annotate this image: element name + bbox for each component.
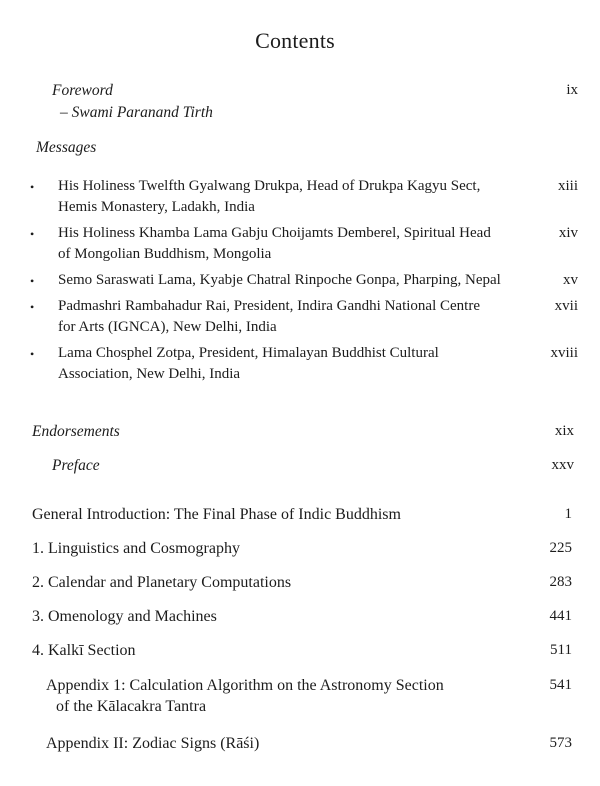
bullet-icon: • [30,347,35,361]
foreword-author: – Swami Paranand Tirth [60,104,213,121]
appendix-2-title: Appendix II: Zodiac Signs (Rāśi) [46,735,260,752]
section-page: 511 [550,642,572,658]
message-entry [58,343,538,385]
message-page: xviii [550,345,578,361]
message-page: xiv [558,225,578,241]
bullet-icon: • [30,180,35,194]
bullet-icon: • [30,274,35,288]
message-line: Association, New Delhi, India [58,366,241,382]
message-page: xvii [554,298,578,314]
message-page: xiii [557,178,578,194]
bullet-icon: • [30,300,35,314]
foreword-page: ix [566,82,578,98]
appendix-1-page: 541 [549,677,572,693]
appendix-2-page: 573 [549,735,572,751]
message-line: His Holiness Khamba Lama Gabju Choijamts Demberel, Spiritual Head [58,225,491,241]
section-page: 283 [549,574,572,590]
message-line: Lama Chosphel Zotpa, President, Himalayan Buddhist Cultural [58,345,439,361]
appendix-line: of the Kālacakra Tantra [56,698,207,715]
appendix-1-title [46,675,444,717]
message-line: of Mongolian Buddhism, Mongolia [58,246,272,262]
bullet-icon: • [30,227,35,241]
section-page: 441 [549,608,572,624]
preface-page: xxv [551,457,574,473]
message-line: Padmashri Rambahadur Rai, President, Indira Gandhi National Centre [58,298,480,314]
messages-heading: Messages [36,139,97,156]
endorsements-page: xix [554,423,574,439]
message-page: xv [563,272,578,288]
section-title: General Introduction: The Final Phase of Indic Buddhism [32,506,401,523]
message-line: His Holiness Twelfth Gyalwang Drukpa, Head of Drukpa Kagyu Sect, [58,178,481,194]
section-page: 1 [564,506,572,522]
message-entry [58,223,538,265]
message-line: Semo Saraswati Lama, Kyabje Chatral Rinpoche Gonpa, Pharping, Nepal [58,272,501,288]
message-line: for Arts (IGNCA), New Delhi, India [58,319,277,335]
message-line: Hemis Monastery, Ladakh, India [58,199,255,215]
endorsements-label: Endorsements [32,423,120,440]
section-title: 2. Calendar and Planetary Computations [32,574,292,591]
message-entry [58,270,538,291]
appendix-line: Appendix 1: Calculation Algorithm on the Astronomy Section [46,677,444,694]
section-title: 1. Linguistics and Cosmography [32,540,240,557]
preface-label: Preface [52,457,100,474]
message-entry [58,296,538,338]
section-page: 225 [549,540,572,556]
foreword-label: Foreword [52,82,113,99]
section-title: 4. Kalkī Section [32,642,136,659]
message-entry [58,176,538,218]
section-title: 3. Omenology and Machines [32,608,217,625]
page-title: Contents [255,28,335,53]
